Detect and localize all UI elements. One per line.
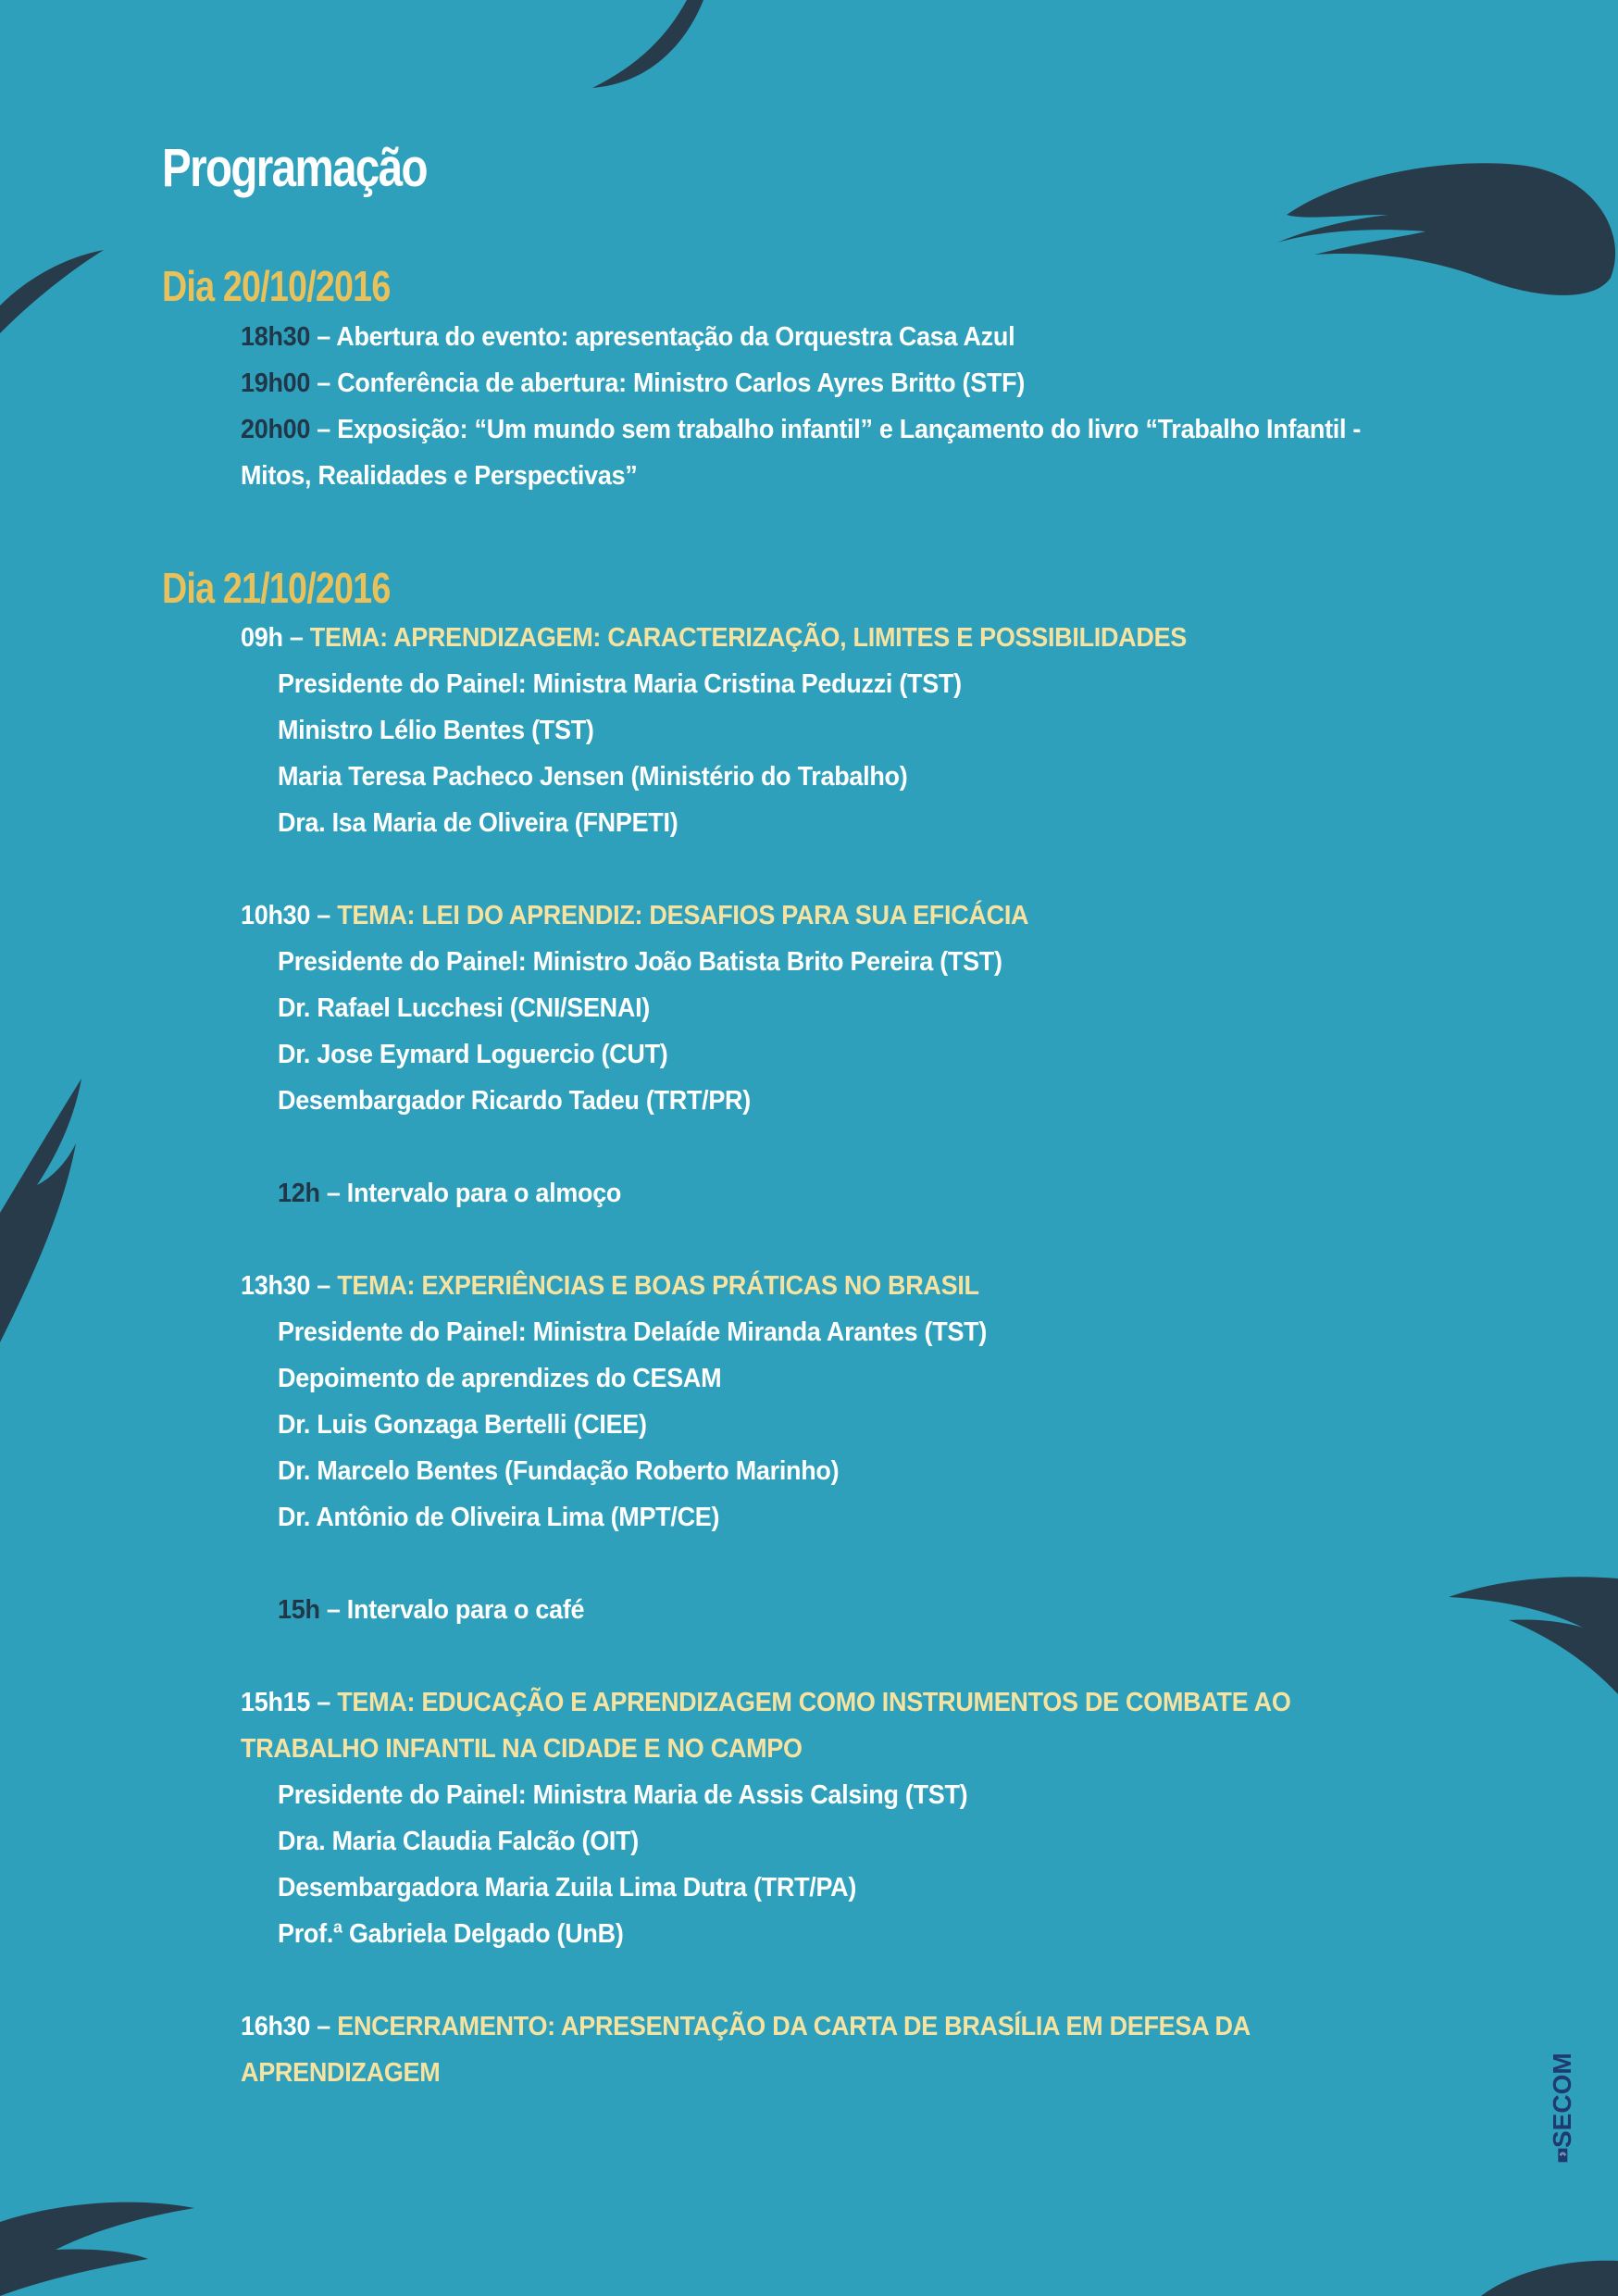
panelist: Presidente do Painel: Ministro João Batista Brito Pereira (TST) — [278, 947, 1002, 977]
schedule-item-continued: Mitos, Realidades e Perspectivas” — [241, 461, 638, 491]
break-text: Intervalo para o café — [346, 1595, 585, 1625]
panelist: Desembargadora Maria Zuila Lima Dutra (TRT/PA) — [278, 1873, 857, 1903]
break-item: 15h – Intervalo para o café — [278, 1595, 585, 1625]
break-item: 12h – Intervalo para o almoço — [278, 1179, 622, 1208]
item-text: Conferência de abertura: Ministro Carlos Ayres Britto (STF) — [337, 368, 1026, 398]
session-time: 09h — [241, 623, 283, 653]
item-text: Abertura do evento: apresentação da Orquestra Casa Azul — [336, 322, 1015, 352]
panelist: Presidente do Painel: Ministra Maria de Assis Calsing (TST) — [278, 1780, 968, 1810]
session-theme: TEMA: EXPERIÊNCIAS E BOAS PRÁTICAS NO BRASIL — [337, 1271, 979, 1301]
panelist: Dra. Isa Maria de Oliveira (FNPETI) — [278, 808, 678, 838]
schedule-item: 20h00 – Exposição: “Um mundo sem trabalho infantil” e Lançamento do livro “Trabalho Infantil - — [241, 415, 1362, 444]
panelist: Dr. Antônio de Oliveira Lima (MPT/CE) — [278, 1503, 720, 1532]
secom-logo-text: SECOM — [1548, 2053, 1576, 2148]
panelist: Dr. Luis Gonzaga Bertelli (CIEE) — [278, 1410, 647, 1440]
session-theme: TEMA: EDUCAÇÃO E APRENDIZAGEM COMO INSTRUMENTOS DE COMBATE AO — [337, 1688, 1291, 1717]
item-time: 19h00 — [241, 368, 311, 398]
panelist: Dr. Rafael Lucchesi (CNI/SENAI) — [278, 993, 651, 1023]
session-time: 15h15 — [241, 1688, 311, 1717]
session-time: 13h30 — [241, 1271, 311, 1301]
session-theme-continued: APRENDIZAGEM — [241, 2058, 441, 2088]
schedule-item: 18h30 – Abertura do evento: apresentação da Orquestra Casa Azul — [241, 322, 1015, 352]
schedule-item: 19h00 – Conferência de abertura: Ministro Carlos Ayres Britto (STF) — [241, 368, 1026, 398]
session-title: 15h15 – TEMA: EDUCAÇÃO E APRENDIZAGEM COMO INSTRUMENTOS DE COMBATE AO — [241, 1688, 1291, 1717]
item-text: Exposição: “Um mundo sem trabalho infantil” e Lançamento do livro “Trabalho Infantil - — [337, 415, 1362, 444]
session-title: 09h – TEMA: APRENDIZAGEM: CARACTERIZAÇÃO, LIMITES E POSSIBILIDADES — [241, 623, 1187, 653]
panelist: Desembargador Ricardo Tadeu (TRT/PR) — [278, 1086, 751, 1116]
break-text: Intervalo para o almoço — [346, 1179, 622, 1208]
panelist: Dra. Maria Claudia Falcão (OIT) — [278, 1827, 640, 1856]
panelist: Dr. Marcelo Bentes (Fundação Roberto Marinho) — [278, 1456, 840, 1486]
secom-logo-icon — [1544, 2148, 1583, 2194]
session-time: 16h30 — [241, 2012, 311, 2041]
break-time: 15h — [278, 1595, 320, 1625]
panelist: Ministro Lélio Bentes (TST) — [278, 716, 594, 745]
panelist: Presidente do Painel: Ministra Delaíde Miranda Arantes (TST) — [278, 1317, 988, 1347]
panelist: Presidente do Painel: Ministra Maria Cristina Peduzzi (TST) — [278, 669, 962, 699]
day-heading-2: Dia 21/10/2016 — [162, 564, 391, 612]
session-title: 13h30 – TEMA: EXPERIÊNCIAS E BOAS PRÁTICAS NO BRASIL — [241, 1271, 979, 1301]
panelist: Maria Teresa Pacheco Jensen (Ministério do Trabalho) — [278, 762, 908, 792]
item-time: 18h30 — [241, 322, 311, 352]
panelist: Prof.ª Gabriela Delgado (UnB) — [278, 1919, 624, 1949]
session-theme-continued: TRABALHO INFANTIL NA CIDADE E NO CAMPO — [241, 1734, 803, 1764]
session-theme: ENCERRAMENTO: APRESENTAÇÃO DA CARTA DE BRASÍLIA EM DEFESA DA — [337, 2012, 1251, 2041]
session-theme: TEMA: APRENDIZAGEM: CARACTERIZAÇÃO, LIMITES E POSSIBILIDADES — [309, 623, 1187, 653]
session-time: 10h30 — [241, 901, 311, 930]
day-heading-1: Dia 20/10/2016 — [162, 262, 391, 310]
item-time: 20h00 — [241, 415, 311, 444]
session-theme: TEMA: LEI DO APRENDIZ: DESAFIOS PARA SUA EFICÁCIA — [337, 901, 1029, 930]
panelist: Depoimento de aprendizes do CESAM — [278, 1364, 722, 1393]
session-title: 10h30 – TEMA: LEI DO APRENDIZ: DESAFIOS PARA SUA EFICÁCIA — [241, 901, 1029, 930]
panelist: Dr. Jose Eymard Loguercio (CUT) — [278, 1040, 668, 1069]
session-title: 16h30 – ENCERRAMENTO: APRESENTAÇÃO DA CARTA DE BRASÍLIA EM DEFESA DA — [241, 2012, 1251, 2041]
break-time: 12h — [278, 1179, 320, 1208]
page-title: Programação — [162, 138, 427, 198]
